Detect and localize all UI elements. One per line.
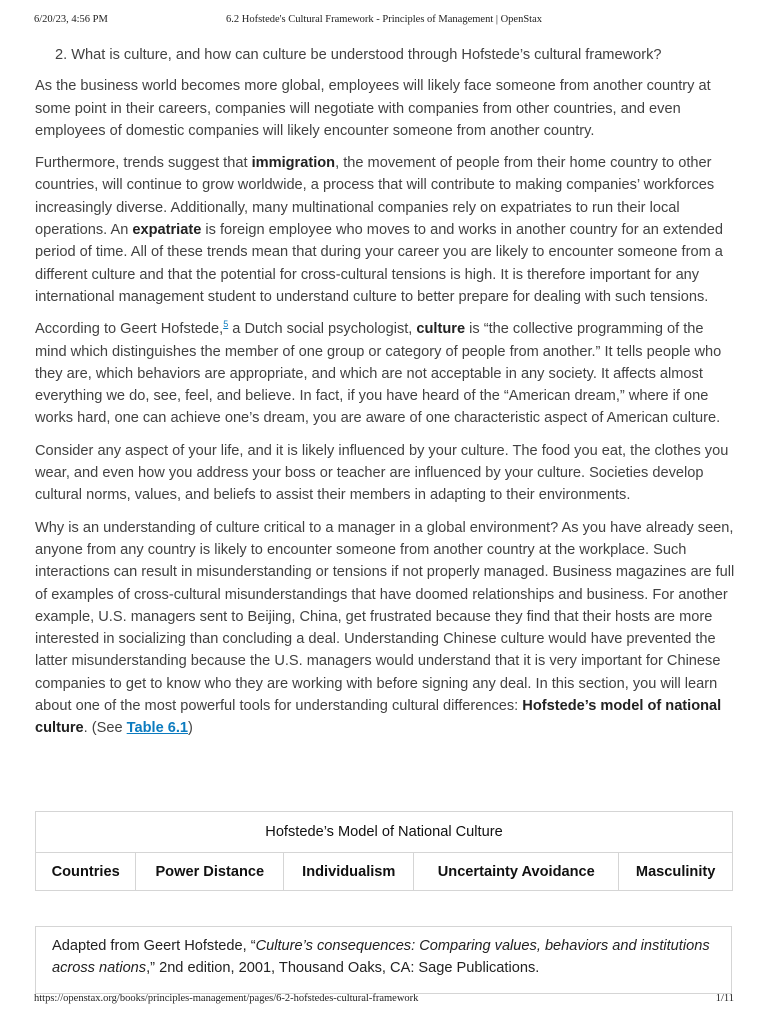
table-6-1-link[interactable]: Table 6.1 xyxy=(126,720,189,737)
column-header-countries: Countries xyxy=(36,853,136,891)
article-body xyxy=(35,44,735,750)
text-run: is foreign employee who moves to and works in another country for an extended period of time. All of these trends mean that during your career you are likely to encounter someone from a different culture and that the potential for cross-cultural tensions is high. It is therefore important for any international management student to understand culture to better prepare for dealing with such tensions. xyxy=(35,222,723,305)
paragraph-influence: Consider any aspect of your life, and it is likely influenced by your culture. The food you eat, the clothes you wear, and even how you address your boss or teacher are influenced by your culture. Societies develop cultural norms, values, and beliefs to assist their members in adapting to their environments. xyxy=(35,442,729,504)
text-run: ,” 2nd edition, 2001, Thousand Oaks, CA: Sage Publications. xyxy=(146,960,540,977)
paragraph-intro: As the business world becomes more global, employees will likely face someone from another country at some point in their careers, companies will negotiate with companies from other countries, and even employees of domestic companies will likely encounter someone from another country. xyxy=(35,78,711,139)
learning-objective: 2. What is culture, and how can culture be understood through Hofstede’s cultural framework? xyxy=(55,47,662,63)
column-header-uncertainty-avoidance: Uncertainty Avoidance xyxy=(414,853,619,891)
key-term-hofstede-model: Hofstede’s model of national culture xyxy=(35,698,722,737)
text-run: is “the collective programming of the mind which distinguishes the member of one group or category of people from another.” It tells people who they are, which behaviors are appropriate, and which are not acceptable in any society. It affects almost everything we do, see, feel, and believe. In fact, if you have heard of the “American dream,” where if one works hard, one can achieve one’s dream, you are aware of one characteristic aspect of American culture. xyxy=(35,321,722,427)
text-run: ) xyxy=(188,720,193,737)
table-header-row xyxy=(36,853,733,891)
column-header-individualism: Individualism xyxy=(284,853,414,891)
key-term-expatriate: expatriate xyxy=(132,222,202,239)
source-title: Culture’s consequences: Comparing values, behaviors and institutions across nations xyxy=(52,938,710,977)
print-footer xyxy=(34,993,734,1007)
text-run: Furthermore, trends suggest that xyxy=(35,155,252,172)
page-number: 1/11 xyxy=(715,993,734,1004)
text-run: Adapted from Geert Hofstede, “ xyxy=(52,938,256,954)
table-source-note xyxy=(35,926,732,994)
print-page-title: 6.2 Hofstede's Cultural Framework - Principles of Management | OpenStax xyxy=(225,14,542,25)
table-caption-row xyxy=(36,812,733,853)
print-header xyxy=(34,14,734,28)
text-run: According to Geert Hofstede, xyxy=(35,321,224,338)
column-header-power-distance: Power Distance xyxy=(136,853,284,891)
footnote-link[interactable]: 5 xyxy=(223,319,229,330)
hofstede-table xyxy=(35,811,733,891)
paragraph-manager xyxy=(35,517,735,740)
table-caption: Hofstede’s Model of National Culture xyxy=(36,812,733,853)
key-term-culture: culture xyxy=(416,321,466,338)
key-term-immigration: immigration xyxy=(251,155,336,172)
print-date: 6/20/23, 4:56 PM xyxy=(34,14,108,25)
text-run: . (See xyxy=(83,720,127,737)
print-url: https://openstax.org/books/principles-management/pages/6-2-hofstedes-cultural-framework xyxy=(34,993,419,1004)
text-run: a Dutch social psychologist, xyxy=(228,321,417,338)
paragraph-culture-definition xyxy=(35,318,735,429)
text-run: Why is an understanding of culture critical to a manager in a global environment? As you have already seen, anyone from any country is likely to encounter someone from another country at the workplace. Such interactions can result in misunderstanding or tensions if not properly managed. Business magazines are full of examples of cross-cultural misunderstandings that have doomed relationships and business. For another example, U.S. managers sent to Beijing, China, get frustrated because they find that their hosts are more interested in socializing than concluding a deal. Understanding Chinese culture would have prevented the latter misunderstanding because the U.S. managers would understand that it is very important for Chinese companies to get to know who they are working with before signing any deal. In this section, you will learn about one of the most powerful tools for understanding cultural differences: xyxy=(35,519,735,715)
paragraph-trends xyxy=(35,152,735,308)
column-header-masculinity: Masculinity xyxy=(619,853,733,891)
text-run: , the movement of people from their home country to other countries, will continue to grow worldwide, a process that will contribute to making companies’ workforces increasingly diverse. Additionally, many multinational companies rely on expatriates to run their local operations. An xyxy=(35,155,715,239)
